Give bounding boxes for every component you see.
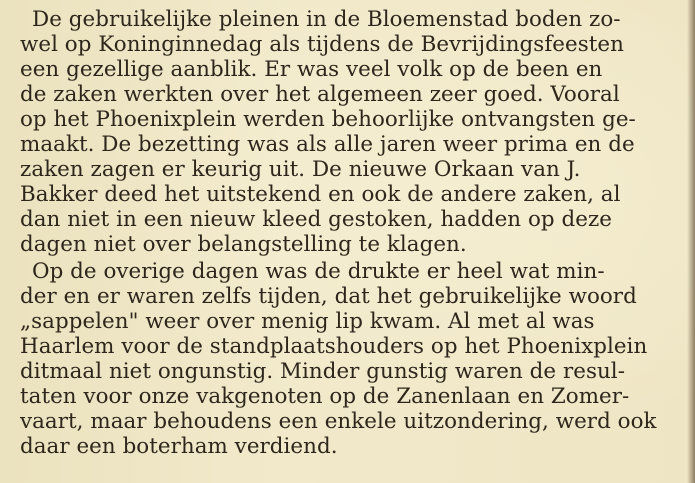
text-line: dan niet in een nieuw kleed gestoken, hadden op deze [20, 207, 612, 232]
text-line: zaken zagen er keurig uit. De nieuwe Orkaan van J. [20, 157, 581, 182]
text-line: vaart, maar behoudens een enkele uitzondering, werd ook [20, 409, 657, 434]
text-line: der en er waren zelfs tijden, dat het gebruikelijke woord [20, 284, 637, 309]
page-edge-shadow [687, 0, 695, 483]
text-line: Op de overige dagen was de drukte er heel wat min- [32, 259, 605, 284]
text-line: De gebruikelijke pleinen in de Bloemenstad boden zo- [32, 7, 621, 32]
text-line: de zaken werkten over het algemeen zeer goed. Vooral [20, 82, 620, 107]
text-line: Bakker deed het uitstekend en ook de andere zaken, al [20, 182, 621, 207]
text-line: daar een boterham verdiend. [20, 434, 338, 459]
text-line: ditmaal niet ongunstig. Minder gunstig waren de resul- [20, 359, 625, 384]
text-line: wel op Koninginnedag als tijdens de Bevrijdingsfeesten [20, 32, 624, 57]
text-line: een gezellige aanblik. Er was veel volk op de been en [20, 57, 603, 82]
text-line: maakt. De bezetting was als alle jaren weer prima en de [20, 132, 635, 157]
text-line: „sappelen" weer over menig lip kwam. Al met al was [20, 309, 595, 334]
text-line: dagen niet over belangstelling te klagen. [20, 232, 467, 257]
text-line: Haarlem voor de standplaatshouders op het Phoenixplein [20, 334, 648, 359]
text-line: op het Phoenixplein werden behoorlijke ontvangsten ge- [20, 107, 636, 132]
text-line: taten voor onze vakgenoten op de Zanenlaan en Zomer- [20, 384, 630, 409]
